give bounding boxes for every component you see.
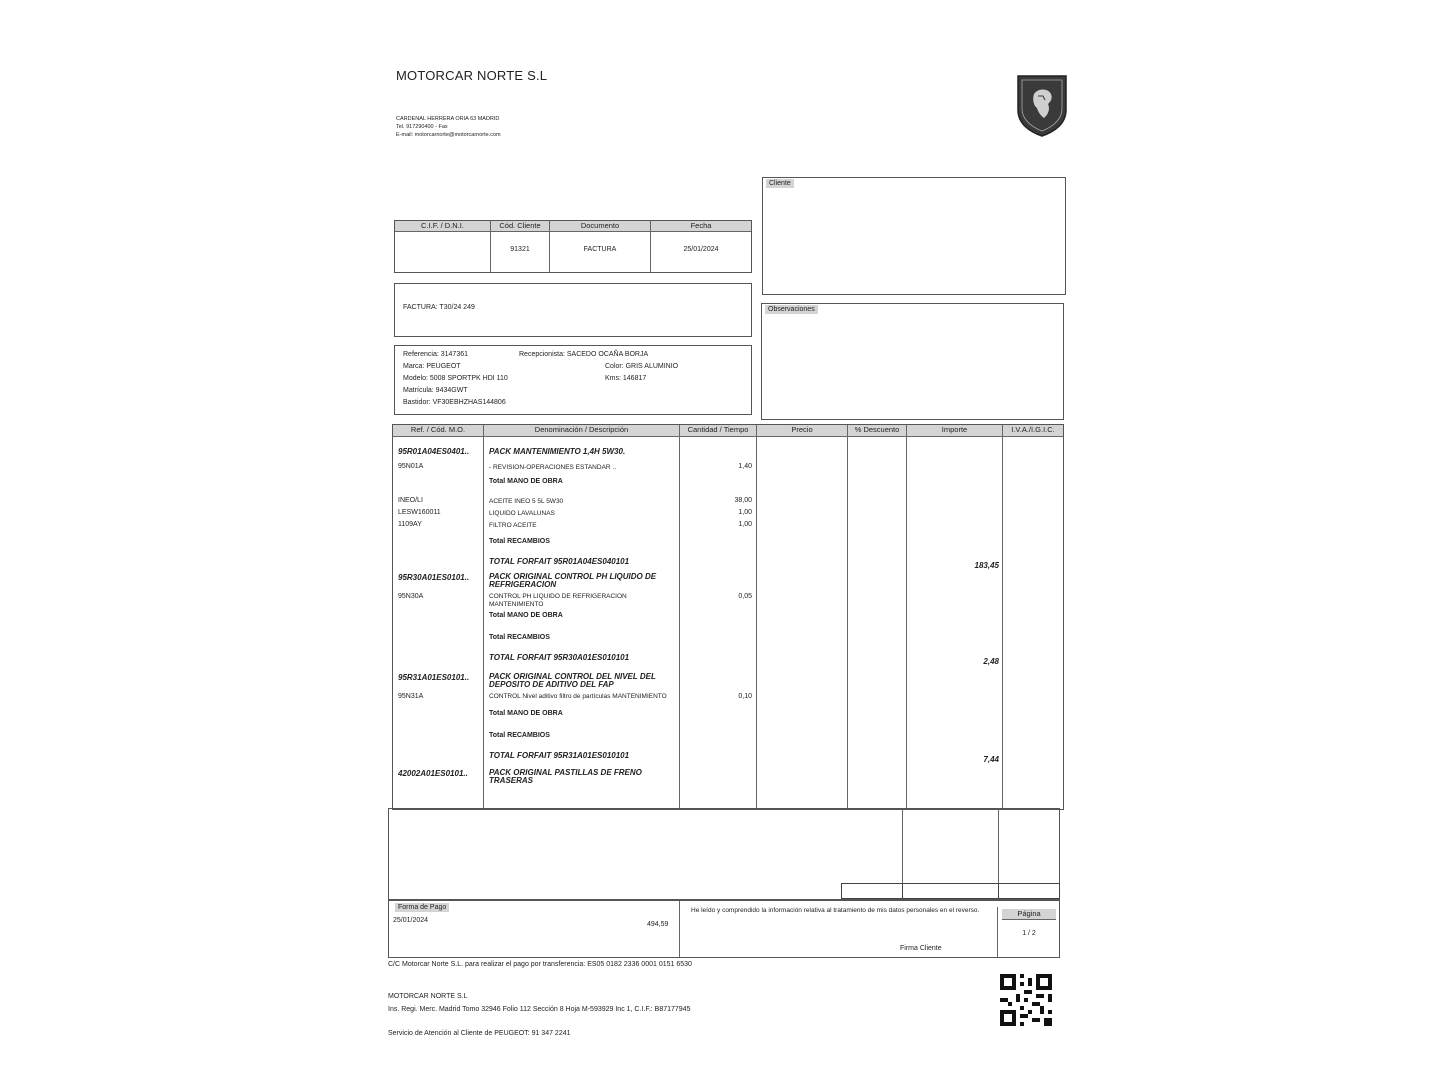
client-label: Cliente — [766, 179, 794, 188]
row-ref: 95N01A — [398, 463, 424, 470]
vehicle-info-box — [394, 345, 752, 415]
row-description: ACEITE INEO 5 5L 5W30 — [489, 498, 564, 505]
page-cell — [997, 907, 1060, 957]
client-code-value: 91321 — [510, 246, 530, 253]
row-quantity: 38,00 — [734, 497, 752, 504]
row-ref: INEO/LI — [398, 497, 423, 504]
col-qty-header: Cantidad / Tiempo — [680, 425, 756, 435]
row-description: Total RECAMBIOS — [489, 634, 550, 641]
document-value: FACTURA — [583, 246, 617, 253]
page-value: 1 / 2 — [1022, 930, 1036, 937]
row-description: PACK ORIGINAL CONTROL DEL NIVEL DEL DEPOSITO DE ADITIVO DEL FAP — [489, 672, 656, 689]
company-email: E-mail: motorcarnorte@motorcarnorte.com — [396, 132, 501, 138]
vehicle-brand: Marca: PEUGEOT — [403, 363, 461, 370]
date-header: Fecha — [651, 221, 751, 232]
col-ref-header: Ref. / Cód. M.O. — [393, 425, 483, 435]
date-value: 25/01/2024 — [683, 246, 719, 253]
client-code-header: Cód. Cliente — [491, 221, 549, 232]
row-description: Total MANO DE OBRA — [489, 478, 563, 485]
row-ref: 42002A01ES0101.. — [398, 769, 468, 778]
payment-date: 25/01/2024 — [393, 917, 429, 924]
row-amount: 183,45 — [974, 561, 999, 570]
row-description: PACK MANTENIMIENTO 1,4H 5W30. — [489, 447, 626, 456]
subtotal-cell-2 — [902, 883, 999, 899]
row-amount: 7,44 — [983, 755, 999, 764]
row-description: - REVISION-OPERACIONES ESTANDAR .. — [489, 464, 617, 471]
row-quantity: 1,00 — [738, 521, 752, 528]
observations-label: Observaciones — [765, 305, 818, 314]
row-ref: LESW160011 — [398, 509, 441, 516]
row-description: Total RECAMBIOS — [489, 732, 550, 739]
footer-box — [388, 900, 1060, 958]
footer-service: Servicio de Atención al Cliente de PEUGEOT: 91 347 2241 — [388, 1030, 571, 1037]
row-quantity: 0,05 — [738, 593, 752, 600]
row-description: LIQUIDO LAVALUNAS — [489, 510, 555, 517]
company-name: MOTORCAR NORTE S.L — [396, 68, 548, 83]
cif-cell — [395, 221, 490, 272]
row-description: CONTROL Nivel aditivo filtro de partículas MANTENIMIENTO — [489, 693, 667, 700]
row-ref: 95N30A — [398, 593, 424, 600]
bank-note: C/C Motorcar Norte S.L. para realizar el pago por transferencia: ES05 0182 2336 0001 0151 6530 — [388, 961, 692, 968]
vehicle-plate: Matrícula: 9434GWT — [403, 387, 468, 394]
row-quantity: 1,00 — [738, 509, 752, 516]
observations-box — [761, 303, 1064, 420]
document-cell — [550, 221, 650, 272]
cif-header: C.I.F. / D.N.I. — [395, 221, 490, 232]
company-address: CARDENAL HERRERA ORIA 63 MADRID — [396, 116, 500, 122]
col-amount-header: Importe — [907, 425, 1002, 435]
invoice-number-box — [394, 283, 752, 337]
row-description: PACK ORIGINAL CONTROL PH LIQUIDO DE REFRIGERACION — [489, 572, 657, 589]
document-header-table — [394, 220, 752, 273]
qr-code-icon — [1000, 974, 1052, 1026]
col-vat-header: I.V.A./I.G.I.C. — [1003, 425, 1063, 435]
invoice-page — [350, 30, 1090, 1060]
payment-label: Forma de Pago — [395, 903, 449, 912]
subtotal-cell-1 — [841, 883, 903, 899]
client-code-cell — [491, 221, 549, 272]
row-description: Total MANO DE OBRA — [489, 612, 563, 619]
row-ref: 1109AY — [398, 521, 422, 528]
company-phone: Tel. 917290400 - Fax — [396, 124, 448, 130]
payment-amount: 494,59 — [647, 921, 669, 928]
vehicle-model: Modelo: 5008 SPORTPK HDI 110 — [403, 375, 508, 382]
lines-table — [392, 424, 1064, 810]
row-description: TOTAL FORFAIT 95R31A01ES010101 — [489, 751, 630, 760]
row-description: TOTAL FORFAIT 95R01A04ES040101 — [489, 557, 630, 566]
row-description: TOTAL FORFAIT 95R30A01ES010101 — [489, 653, 630, 662]
summary-box — [388, 808, 1060, 900]
col-discount-header: % Descuento — [848, 425, 906, 435]
subtotal-cell-3 — [998, 883, 1060, 899]
footer-company: MOTORCAR NORTE S.L — [388, 993, 468, 1000]
invoice-number: FACTURA: T30/24 249 — [403, 304, 475, 311]
row-quantity: 0,10 — [738, 693, 752, 700]
date-cell — [651, 221, 751, 272]
lines-table-body — [393, 425, 1063, 809]
row-description: PACK ORIGINAL PASTILLAS DE FRENO TRASERAS — [489, 768, 642, 785]
payment-section — [389, 901, 679, 957]
document-header: Documento — [550, 221, 650, 232]
row-quantity: 1,40 — [738, 463, 752, 470]
footer-registry: Ins. Regi. Merc. Madrid Tomo 32946 Folio 112 Sección 8 Hoja M-593929 Inc 1, C.I.F.: B87177945 — [388, 1006, 691, 1013]
row-ref: 95N31A — [398, 693, 424, 700]
row-description: CONTROL PH LIQUIDO DE REFRIGERACION MANTENIMIENTO — [489, 593, 627, 608]
vehicle-color: Color: GRIS ALUMINIO — [605, 363, 679, 370]
row-description: Total RECAMBIOS — [489, 538, 550, 545]
row-ref: 95R31A01ES0101.. — [398, 673, 470, 682]
peugeot-logo-icon — [1010, 72, 1074, 138]
row-amount: 2,48 — [983, 657, 999, 666]
vehicle-kms: Kms: 146817 — [605, 375, 647, 382]
col-desc-header: Denominación / Descripción — [484, 425, 679, 435]
row-ref: 95R30A01ES0101.. — [398, 573, 470, 582]
page-label: Página — [1002, 909, 1056, 920]
vehicle-reference: Referencia: 3147361 — [403, 351, 468, 358]
row-ref: 95R01A04ES0401.. — [398, 447, 470, 456]
client-box — [762, 177, 1066, 295]
consent-text: He leído y comprendido la información relativa al tratamiento de mis datos personales en el reverso. — [691, 907, 980, 914]
row-description: FILTRO ACEITE — [489, 522, 537, 529]
row-description: Total MANO DE OBRA — [489, 710, 563, 717]
col-price-header: Precio — [757, 425, 847, 435]
signature-label: Firma Cliente — [900, 945, 942, 952]
vehicle-vin: Bastidor: VF30EBHZHAS144806 — [403, 399, 506, 406]
vehicle-receptionist: Recepcionista: SACEDO OCAÑA BORJA — [519, 351, 649, 358]
